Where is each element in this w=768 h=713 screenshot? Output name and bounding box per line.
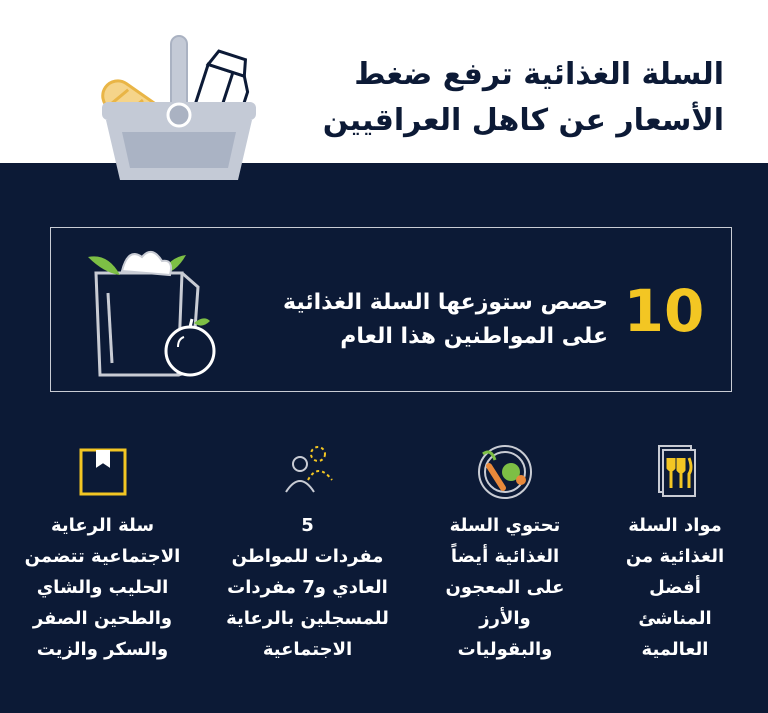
highlight-line-2: على المواطنين هذا العام — [340, 324, 608, 349]
people-icon — [278, 440, 338, 500]
feature-welfare-text: سلة الرعاية الاجتماعية تتضمن الحليب والشاي والطحين الصفر والسكر والزيت — [24, 515, 181, 660]
feature-items — [215, 440, 400, 665]
headline-line-1: السلة الغذائية ترفع ضغط — [354, 57, 724, 92]
grocery-bag-icon — [78, 243, 228, 383]
feature-welfare — [10, 440, 195, 665]
box-icon — [73, 440, 133, 500]
highlight-line-1: حصص ستوزعها السلة الغذائية — [283, 290, 608, 315]
highlight-text — [232, 286, 608, 354]
highlight-number: 10 — [623, 277, 705, 345]
basket-icon — [88, 34, 268, 186]
headline-line-2: الأسعار عن كاهل العراقيين — [322, 103, 724, 138]
headline — [304, 52, 724, 144]
vegetables-plate-icon — [475, 440, 535, 500]
feature-items-text: 5 مفردات للمواطن العادي و7 مفردات للمسجلين بالرعاية الاجتماعية — [226, 515, 389, 660]
feature-origin-text: مواد السلة الغذائية من أفضل المناشئ العالمية — [625, 515, 725, 660]
feature-origin — [600, 440, 750, 665]
menu-cutlery-icon — [645, 440, 705, 500]
feature-contents-text: تحتوي السلة الغذائية أيضاً على المعجون والأرز والبقوليات — [445, 515, 565, 660]
feature-contents — [420, 440, 590, 665]
